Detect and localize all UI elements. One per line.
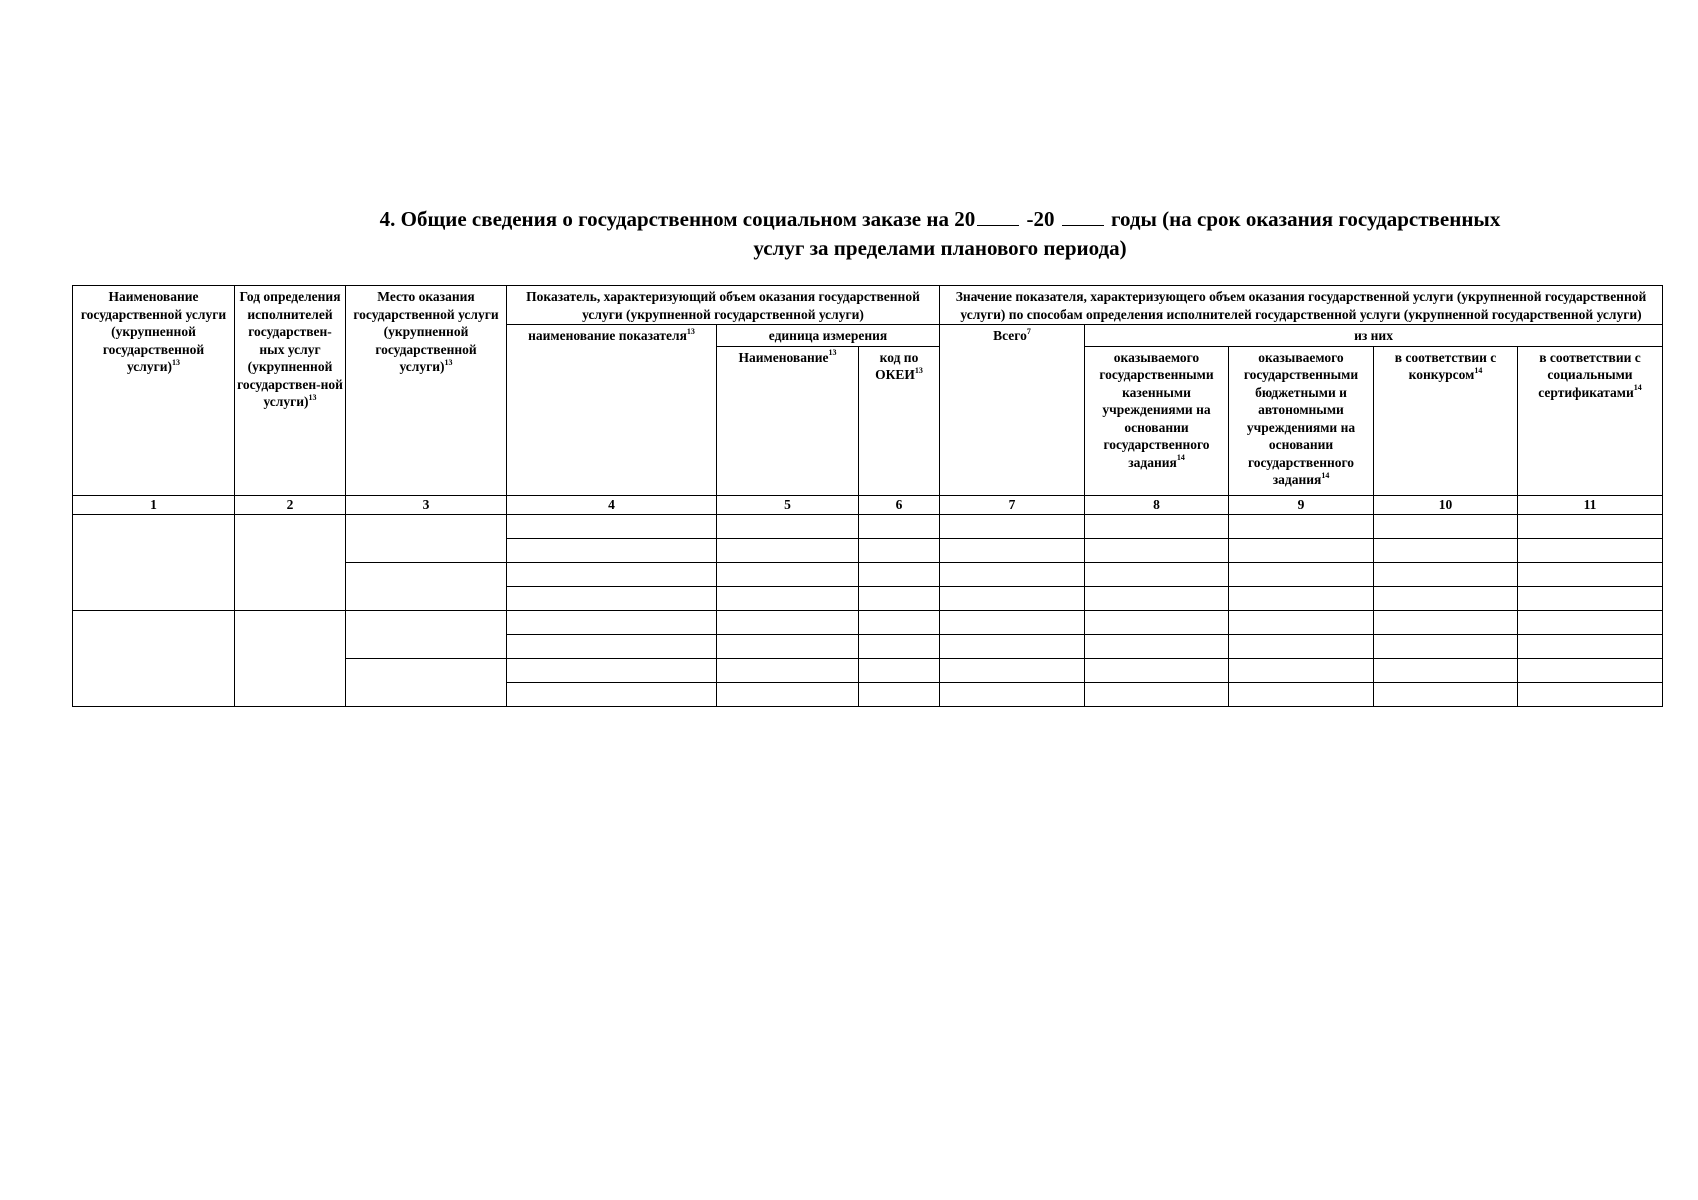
cell-location[interactable]: [346, 562, 507, 610]
column-number: 7: [940, 495, 1085, 514]
cell-total[interactable]: [940, 586, 1085, 610]
cell-budget-institutions[interactable]: [1229, 538, 1374, 562]
cell-certificates[interactable]: [1518, 682, 1663, 706]
cell-okei-code[interactable]: [859, 538, 940, 562]
header-value-group: Значение показателя, характеризующего объем оказания государственной услуги (укрупненной государственной услуги) по способам определения исполнителей государственной услуги (укрупненной государственной услуги): [940, 286, 1663, 325]
cell-year[interactable]: [235, 514, 346, 610]
cell-indicator-name[interactable]: [507, 658, 717, 682]
cell-total[interactable]: [940, 658, 1085, 682]
header-certificates: в соответствии с социальными сертификатами$^{14}$: [1518, 346, 1663, 495]
cell-unit-name[interactable]: [717, 682, 859, 706]
header-service-name: Наименование государственной услуги (укрупненной государственной услуги)$^{13}$: [73, 286, 235, 496]
cell-budget-institutions[interactable]: [1229, 658, 1374, 682]
cell-indicator-name[interactable]: [507, 586, 717, 610]
cell-total[interactable]: [940, 562, 1085, 586]
title-dash: -20: [1026, 207, 1055, 231]
cell-total[interactable]: [940, 634, 1085, 658]
column-number: 1: [73, 495, 235, 514]
title-text-rest: годы (на срок оказания государственных: [1110, 207, 1501, 231]
cell-competition[interactable]: [1374, 682, 1518, 706]
cell-certificates[interactable]: [1518, 634, 1663, 658]
page-title: [250, 205, 1630, 263]
cell-competition[interactable]: [1374, 514, 1518, 538]
cell-indicator-name[interactable]: [507, 610, 717, 634]
cell-indicator-name[interactable]: [507, 562, 717, 586]
table-row: [73, 514, 1663, 538]
title-text: Общие сведения о государственном социальном заказе на 20: [400, 207, 976, 231]
cell-unit-name[interactable]: [717, 514, 859, 538]
cell-competition[interactable]: [1374, 610, 1518, 634]
cell-budget-institutions[interactable]: [1229, 634, 1374, 658]
header-location: Место оказания государственной услуги (укрупненной государственной услуги)$^{13}$: [346, 286, 507, 496]
cell-certificates[interactable]: [1518, 586, 1663, 610]
header-budget-institutions: оказываемого государственными бюджетными и автономными учреждениями на основании государственного задания$^{14}$: [1229, 346, 1374, 495]
cell-certificates[interactable]: [1518, 514, 1663, 538]
cell-location[interactable]: [346, 658, 507, 706]
column-number: 9: [1229, 495, 1374, 514]
cell-unit-name[interactable]: [717, 610, 859, 634]
cell-competition[interactable]: [1374, 658, 1518, 682]
cell-location[interactable]: [346, 610, 507, 658]
cell-total[interactable]: [940, 682, 1085, 706]
cell-indicator-name[interactable]: [507, 634, 717, 658]
header-competition: в соответствии с конкурсом$^{14}$: [1374, 346, 1518, 495]
social-order-table: [72, 285, 1663, 707]
cell-unit-name[interactable]: [717, 538, 859, 562]
cell-total[interactable]: [940, 514, 1085, 538]
column-number: 3: [346, 495, 507, 514]
cell-okei-code[interactable]: [859, 562, 940, 586]
year-to-blank[interactable]: [1062, 207, 1104, 226]
header-of-them: из них: [1085, 325, 1663, 347]
cell-certificates[interactable]: [1518, 610, 1663, 634]
header-year: Год определения исполнителей государствен-ных услуг (укрупненной государствен-ной услуги)$^{13}$: [235, 286, 346, 496]
title-line-1: [250, 205, 1630, 234]
cell-okei-code[interactable]: [859, 658, 940, 682]
cell-state-institutions[interactable]: [1085, 562, 1229, 586]
cell-indicator-name[interactable]: [507, 682, 717, 706]
cell-indicator-name[interactable]: [507, 514, 717, 538]
column-number: 10: [1374, 495, 1518, 514]
column-number-row: [73, 495, 1663, 514]
cell-unit-name[interactable]: [717, 658, 859, 682]
cell-total[interactable]: [940, 610, 1085, 634]
column-number: 4: [507, 495, 717, 514]
cell-location[interactable]: [346, 514, 507, 562]
cell-state-institutions[interactable]: [1085, 634, 1229, 658]
cell-competition[interactable]: [1374, 586, 1518, 610]
title-number: 4.: [379, 207, 396, 231]
cell-budget-institutions[interactable]: [1229, 682, 1374, 706]
cell-year[interactable]: [235, 610, 346, 706]
cell-okei-code[interactable]: [859, 610, 940, 634]
column-number: 11: [1518, 495, 1663, 514]
cell-total[interactable]: [940, 538, 1085, 562]
cell-okei-code[interactable]: [859, 682, 940, 706]
cell-unit-name[interactable]: [717, 586, 859, 610]
cell-competition[interactable]: [1374, 562, 1518, 586]
column-number: 5: [717, 495, 859, 514]
header-indicator-name: наименование показателя$^{13}$: [507, 325, 717, 496]
header-state-institutions: оказываемого государственными казенными учреждениями на основании государственного задания$^{14}$: [1085, 346, 1229, 495]
header-total: Всего$^7$: [940, 325, 1085, 496]
cell-service-name[interactable]: [73, 610, 235, 706]
cell-competition[interactable]: [1374, 538, 1518, 562]
cell-service-name[interactable]: [73, 514, 235, 610]
table-row: [73, 610, 1663, 634]
cell-budget-institutions[interactable]: [1229, 610, 1374, 634]
cell-unit-name[interactable]: [717, 634, 859, 658]
cell-budget-institutions[interactable]: [1229, 514, 1374, 538]
cell-certificates[interactable]: [1518, 538, 1663, 562]
header-okei-code: код по ОКЕИ$^{13}$: [859, 346, 940, 495]
cell-okei-code[interactable]: [859, 634, 940, 658]
cell-state-institutions[interactable]: [1085, 586, 1229, 610]
cell-state-institutions[interactable]: [1085, 682, 1229, 706]
cell-state-institutions[interactable]: [1085, 610, 1229, 634]
year-from-blank[interactable]: [977, 207, 1019, 226]
header-unit-name: Наименование$^{13}$: [717, 346, 859, 495]
column-number: 8: [1085, 495, 1229, 514]
column-number: 2: [235, 495, 346, 514]
cell-state-institutions[interactable]: [1085, 514, 1229, 538]
cell-okei-code[interactable]: [859, 586, 940, 610]
cell-unit-name[interactable]: [717, 562, 859, 586]
cell-certificates[interactable]: [1518, 658, 1663, 682]
header-unit-group: единица измерения: [717, 325, 940, 347]
cell-competition[interactable]: [1374, 634, 1518, 658]
header-row-1: [73, 286, 1663, 325]
cell-certificates[interactable]: [1518, 562, 1663, 586]
column-number: 6: [859, 495, 940, 514]
header-indicator-group: Показатель, характеризующий объем оказания государственной услуги (укрупненной государственной услуги): [507, 286, 940, 325]
cell-indicator-name[interactable]: [507, 538, 717, 562]
cell-budget-institutions[interactable]: [1229, 586, 1374, 610]
cell-budget-institutions[interactable]: [1229, 562, 1374, 586]
cell-okei-code[interactable]: [859, 514, 940, 538]
cell-state-institutions[interactable]: [1085, 658, 1229, 682]
cell-state-institutions[interactable]: [1085, 538, 1229, 562]
title-line-2: услуг за пределами планового периода): [753, 236, 1127, 260]
